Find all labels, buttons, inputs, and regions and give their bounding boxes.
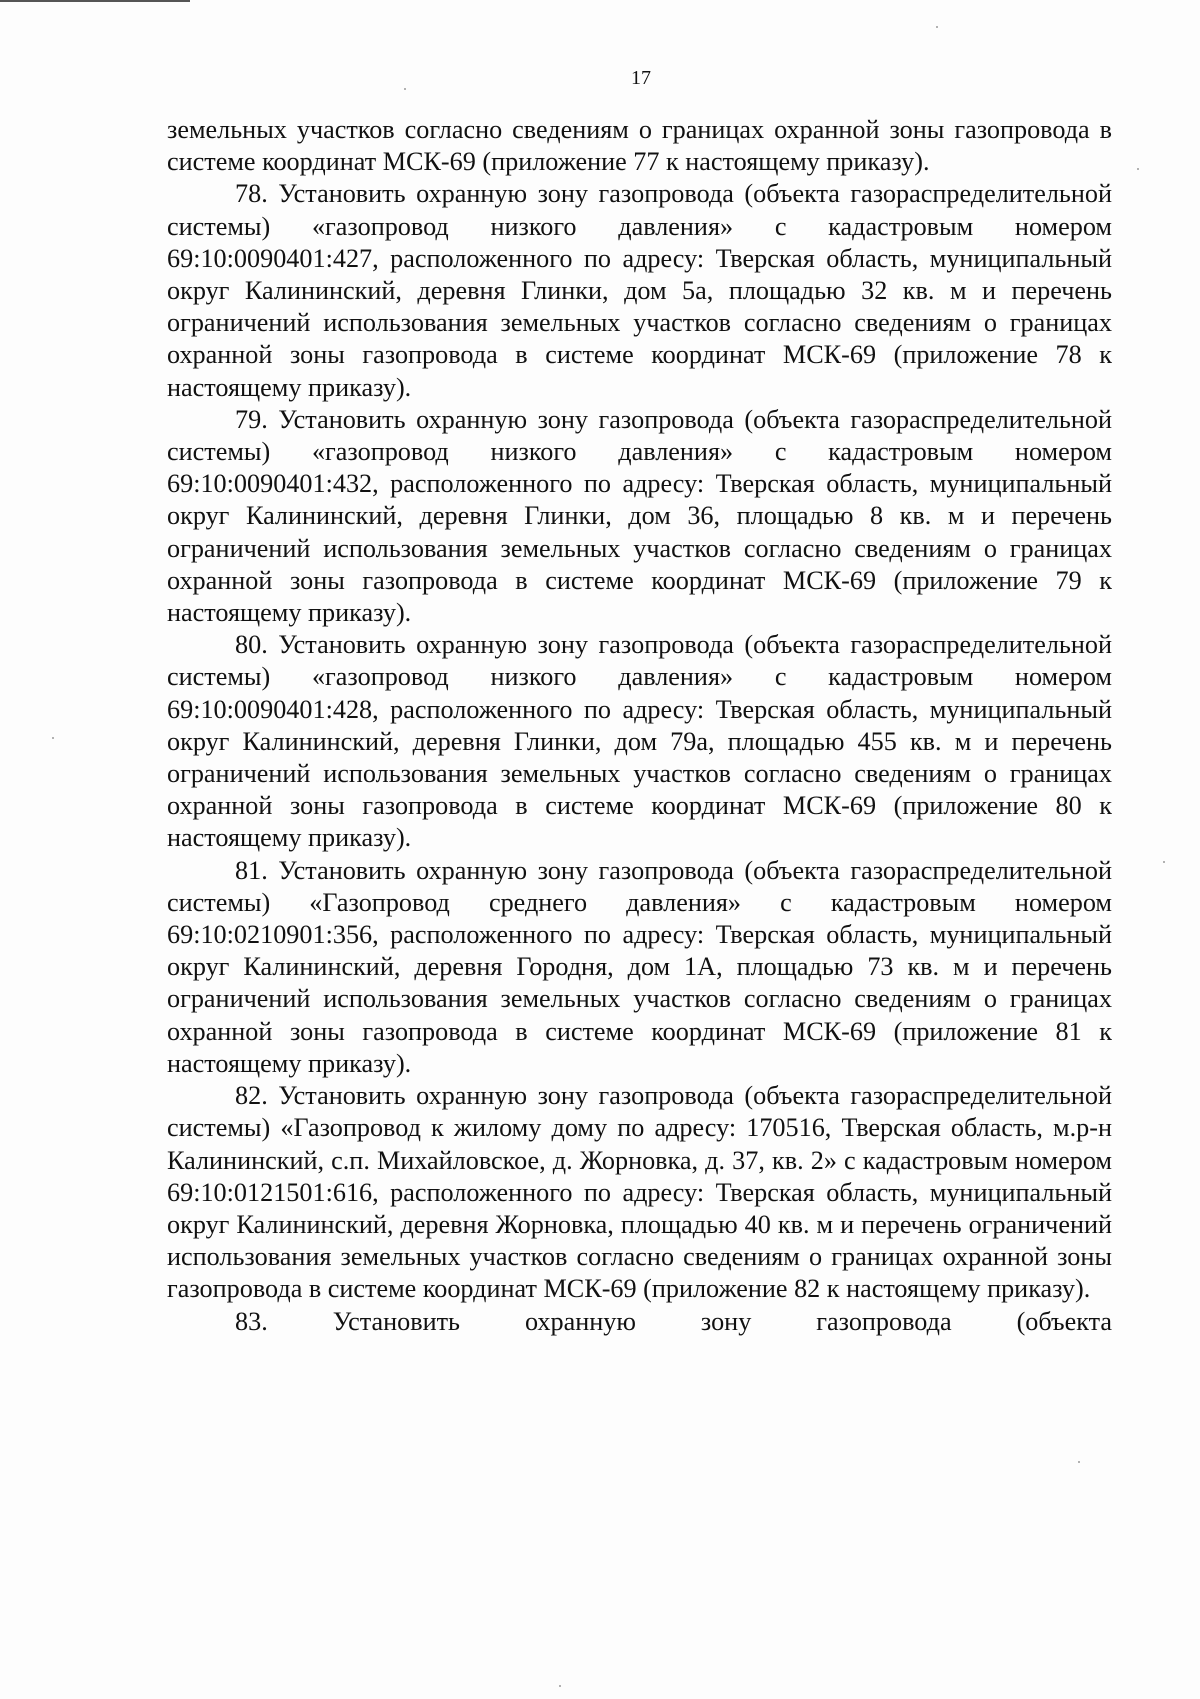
paragraph-81: 81. Установить охранную зону газопровода (объекта газораспределительной системы) «Газопровод среднего давления» с кадастровым номером 69:10:0210901:356, расположенного по адресу: Тверская область, муниципальный округ Калининский, деревня Городня, дом 1А, площадью 73 кв. м и перечень ограничений использования земельных участков согласно сведениям о границах охранной зоны газопровода в системе координат МСК-69 (приложение 81 к настоящему приказу). (167, 855, 1112, 1078)
scan-speck (404, 88, 406, 90)
page-number: 17 (631, 67, 651, 89)
document-body (167, 114, 1112, 1338)
scan-speck (936, 26, 938, 28)
paragraph-79: 79. Установить охранную зону газопровода (объекта газораспределительной системы) «газопровод низкого давления» с кадастровым номером 69:10:0090401:432, расположенного по адресу: Тверская область, муниципальный округ Калининский, деревня Глинки, дом 36, площадью 8 кв. м и перечень ограничений использования земельных участков согласно сведениям о границах охранной зоны газопровода в системе координат МСК-69 (приложение 79 к настоящему приказу). (167, 404, 1112, 628)
paragraph-83-start: 83. Установить охранную зону газопровода (объекта (235, 1306, 1112, 1336)
scan-edge-line (0, 0, 190, 2)
scan-speck (1137, 168, 1139, 170)
scan-speck (52, 737, 54, 739)
paragraph-78: 78. Установить охранную зону газопровода (объекта газораспределительной системы) «газопровод низкого давления» с кадастровым номером 69:10:0090401:427, расположенного по адресу: Тверская область, муниципальный округ Калининский, деревня Глинки, дом 5а, площадью 32 кв. м и перечень ограничений использования земельных участков согласно сведениям о границах охранной зоны газопровода в системе координат МСК-69 (приложение 78 к настоящему приказу). (167, 179, 1112, 402)
scan-speck (559, 1685, 561, 1687)
paragraph-80: 80. Установить охранную зону газопровода (объекта газораспределительной системы) «газопровод низкого давления» с кадастровым номером 69:10:0090401:428, расположенного по адресу: Тверская область, муниципальный округ Калининский, деревня Глинки, дом 79а, площадью 455 кв. м и перечень ограничений использования земельных участков согласно сведениям о границах охранной зоны газопровода в системе координат МСК-69 (приложение 80 к настоящему приказу). (167, 630, 1112, 853)
paragraph-77-continuation: земельных участков согласно сведениям о границах охранной зоны газопровода в системе координат МСК-69 (приложение 77 к настоящему приказу). (167, 115, 1112, 177)
scan-speck (1163, 861, 1165, 863)
paragraph-82: 82. Установить охранную зону газопровода (объекта газораспределительной системы) «Газопровод к жилому дому по адресу: 170516, Тверская область, м.р-н Калининский, с.п. Михайловское, д. Жорновка, д. 37, кв. 2» с кадастровым номером 69:10:0121501:616, расположенного по адресу: Тверская область, муниципальный округ Калининский, деревня Жорновка, площадью 40 кв. м и перечень ограничений использования земельных участков согласно сведениям о границах охранной зоны газопровода в системе координат МСК-69 (приложение 82 к настоящему приказу). (167, 1081, 1112, 1304)
scan-speck (1078, 1461, 1080, 1463)
